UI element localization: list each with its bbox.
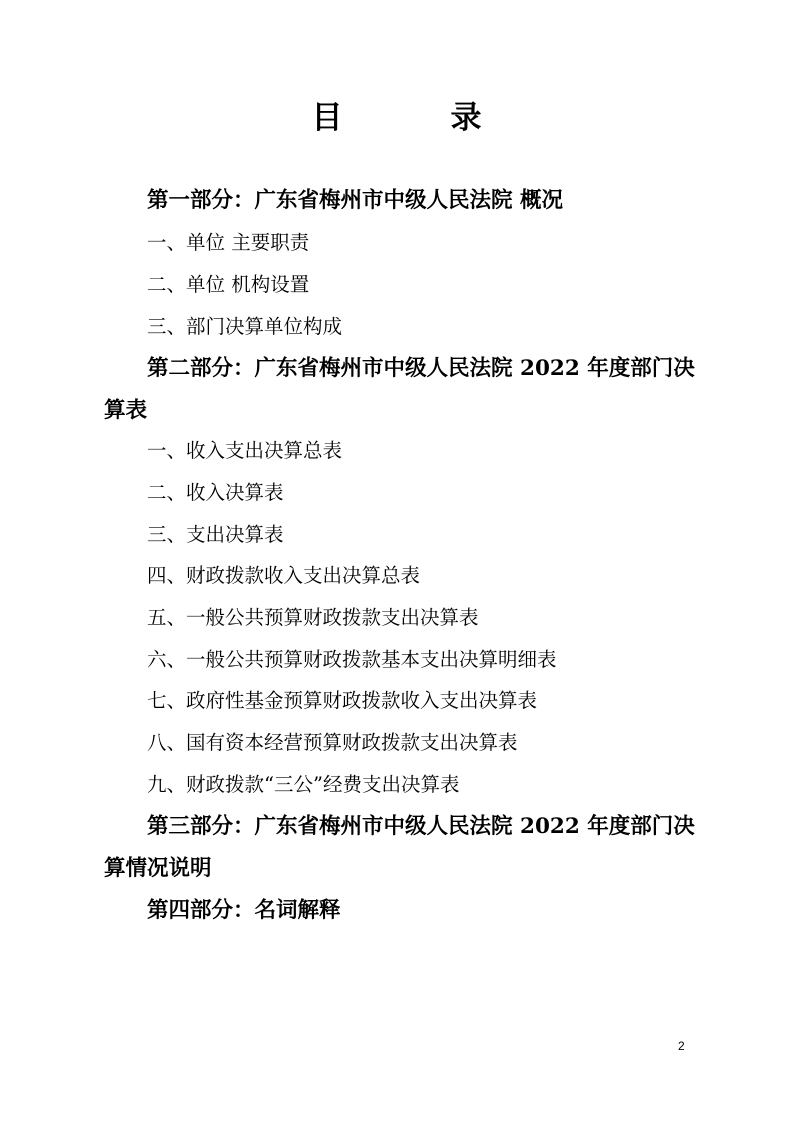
toc-item: 五、一般公共预算财政拨款支出决算表 — [147, 606, 479, 629]
page-title — [0, 98, 793, 138]
toc-item: 六、一般公共预算财政拨款基本支出决算明细表 — [147, 648, 557, 671]
title-char-right: 录 — [450, 100, 482, 136]
toc-item: 二、收入决算表 — [147, 481, 284, 504]
part-1-heading: 第一部分：广东省梅州市中级人民法院 概况 — [147, 188, 563, 213]
toc-item: 三、支出决算表 — [147, 523, 284, 546]
toc-item: 一、收入支出决算总表 — [147, 439, 343, 462]
toc-item: 八、国有资本经营预算财政拨款支出决算表 — [147, 731, 518, 754]
title-char-left: 目 — [311, 100, 343, 136]
part-2-heading: 第二部分：广东省梅州市中级人民法院 2022 年度部门决算表 — [104, 356, 695, 423]
part-3-heading: 第三部分：广东省梅州市中级人民法院 2022 年度部门决算情况说明 — [104, 814, 695, 881]
toc-item: 九、财政拨款“三公”经费支出决算表 — [147, 773, 460, 796]
part-4-heading: 第四部分：名词解释 — [147, 898, 341, 923]
toc-item: 三、部门决算单位构成 — [147, 315, 343, 338]
toc-item: 七、政府性基金预算财政拨款收入支出决算表 — [147, 689, 538, 712]
toc-item: 四、财政拨款收入支出决算总表 — [147, 564, 421, 587]
toc-item: 一、单位 主要职责 — [147, 231, 310, 254]
page-number: 2 — [678, 1039, 685, 1053]
toc-item: 二、单位 机构设置 — [147, 273, 310, 296]
